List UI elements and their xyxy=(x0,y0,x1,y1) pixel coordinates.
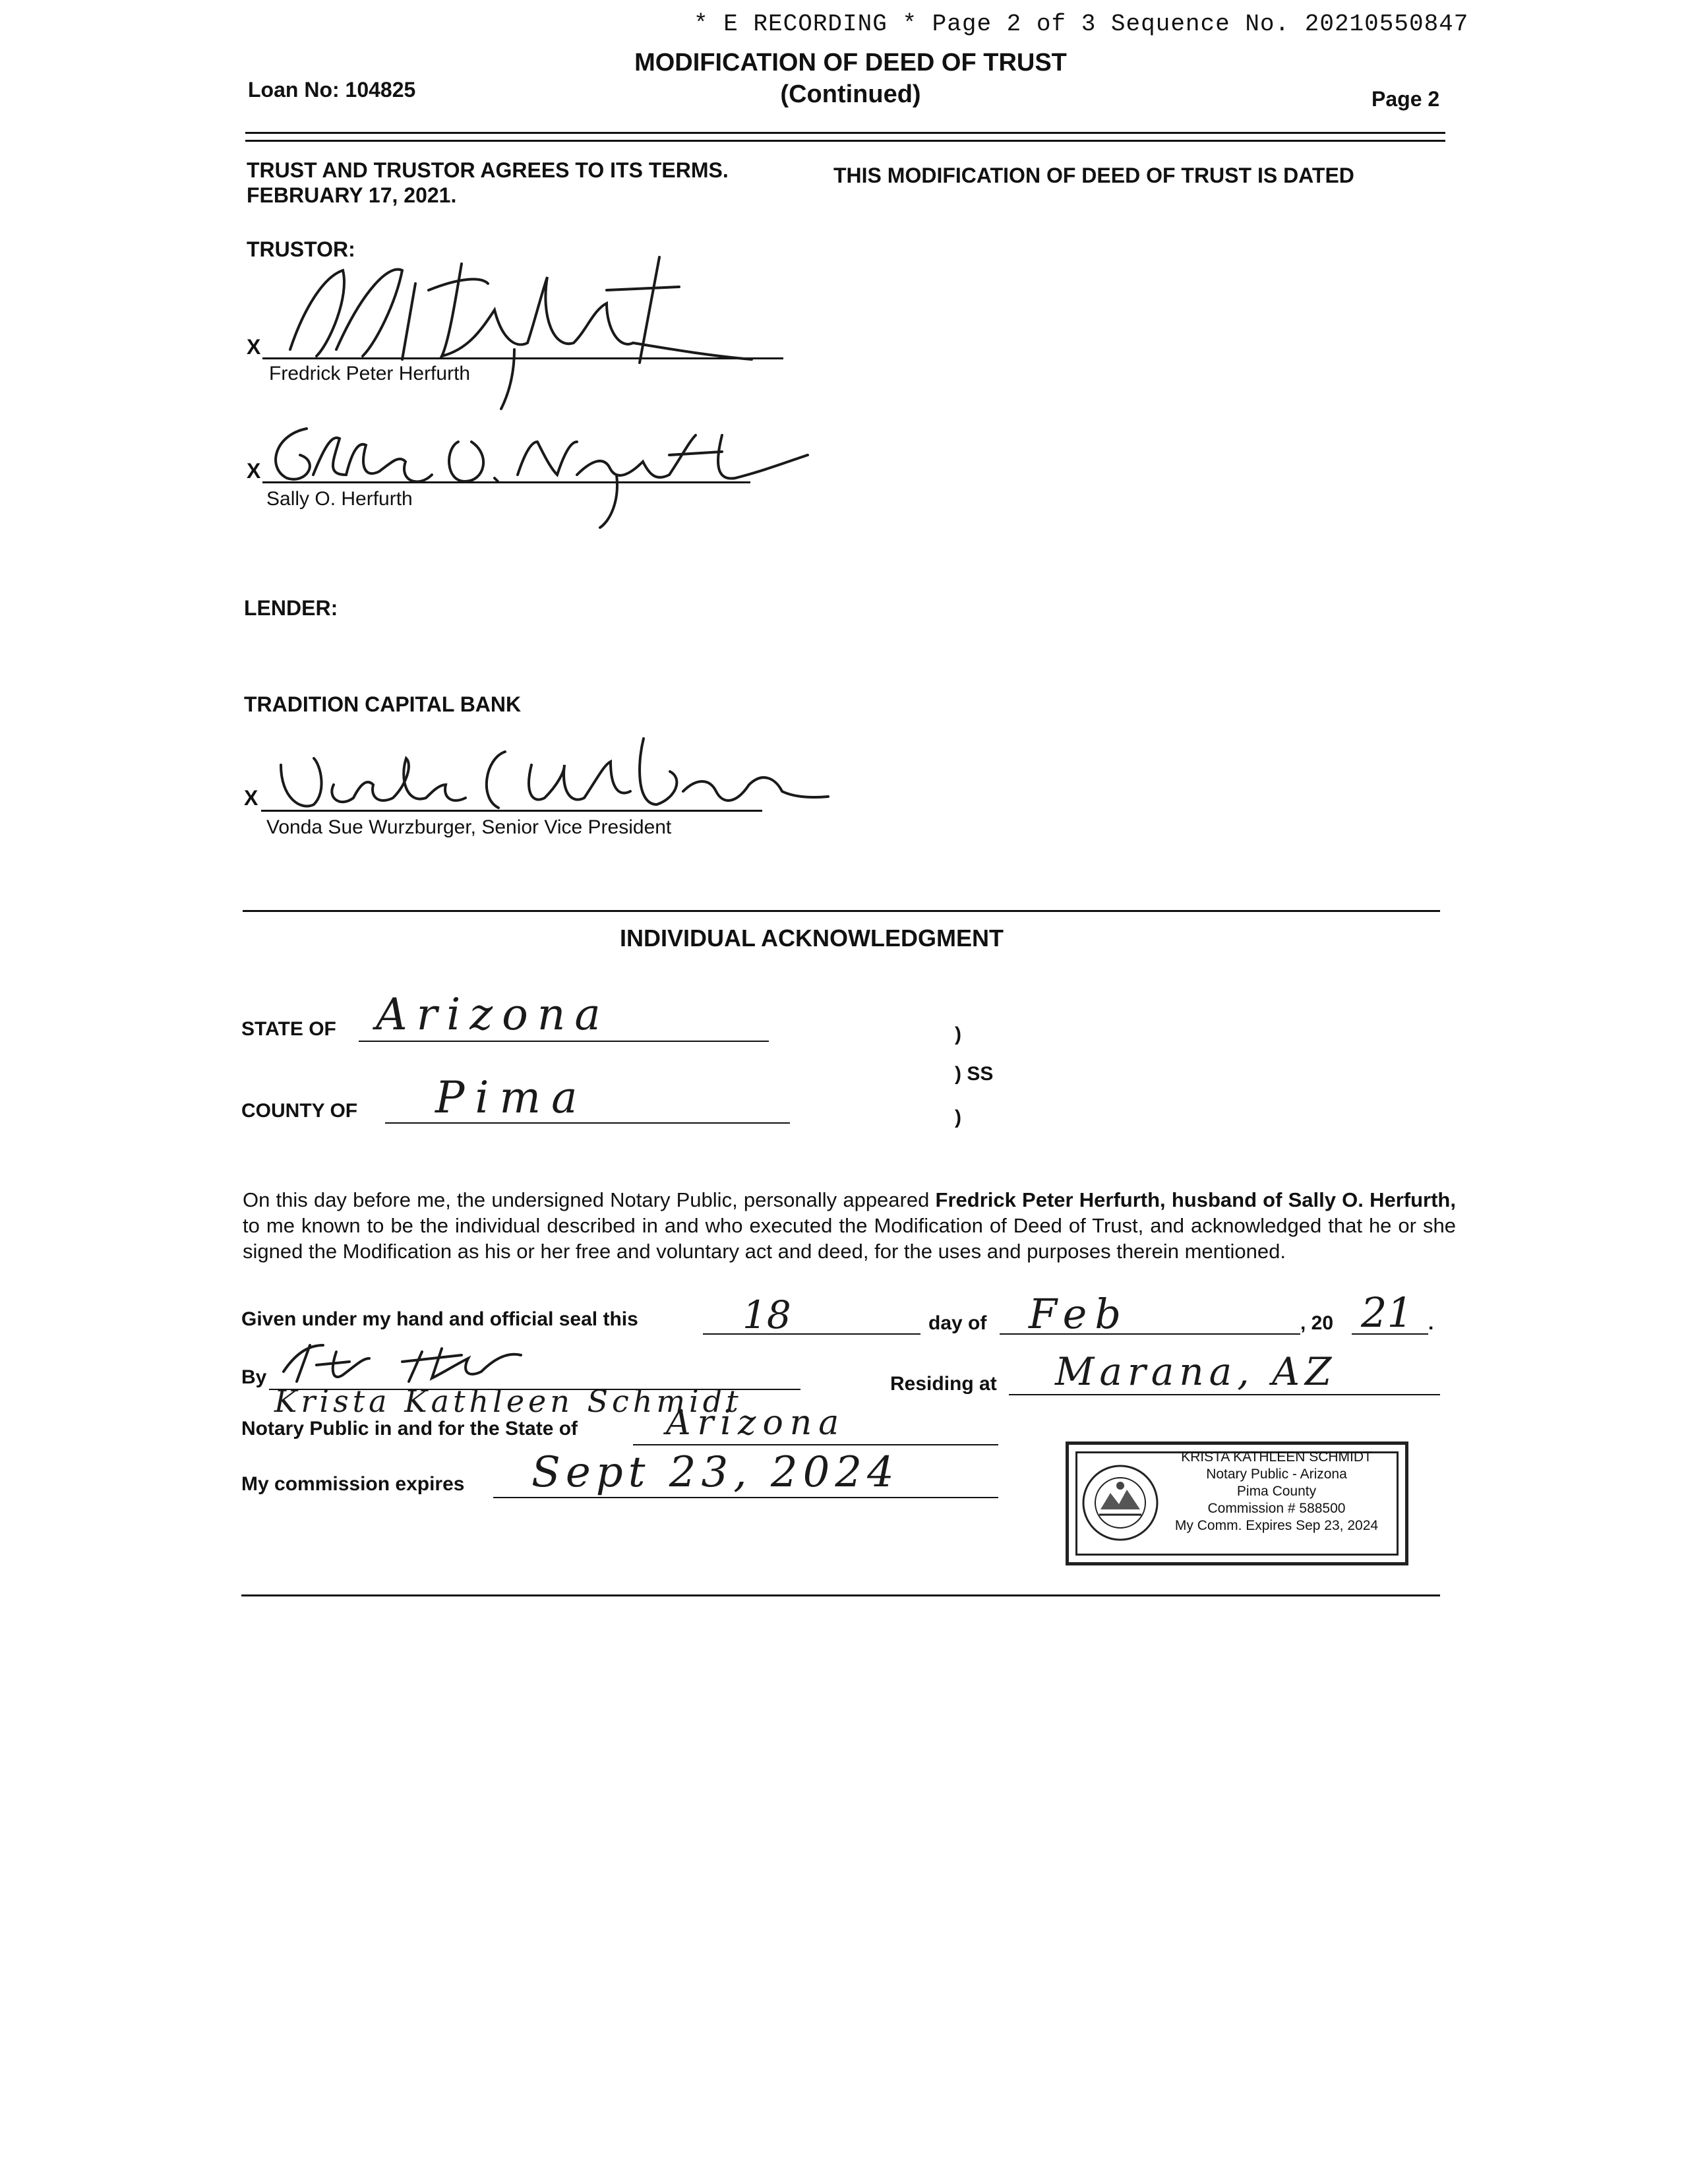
residing-line xyxy=(1009,1394,1440,1395)
intro-line2: FEBRUARY 17, 2021. xyxy=(247,183,457,207)
lender-x-mark: X xyxy=(244,786,258,810)
seal-line-2: Notary Public - Arizona xyxy=(1206,1467,1347,1482)
acknowledgment-body xyxy=(243,1187,1456,1264)
notary-seal xyxy=(1066,1441,1408,1565)
recording-stamp: * E RECORDING * Page 2 of 3 Sequence No. 20210550847 xyxy=(694,11,1469,38)
body-plain-1: On this day before me, the undersigned Notary Public, personally appeared xyxy=(243,1188,936,1211)
lender-label: LENDER: xyxy=(244,596,338,620)
acknowledgment-rule-top xyxy=(243,910,1440,912)
trustor2-x-mark: X xyxy=(247,459,261,483)
trustor1-printed-name: Fredrick Peter Herfurth xyxy=(269,363,471,384)
day-of-label: day of xyxy=(928,1312,987,1334)
day-line xyxy=(703,1333,920,1335)
day-value: 18 xyxy=(742,1292,791,1337)
county-label: COUNTY OF xyxy=(241,1100,358,1122)
page-number: Page 2 xyxy=(1372,87,1440,111)
state-line xyxy=(359,1041,769,1042)
residing-value: Marana, AZ xyxy=(1055,1349,1337,1394)
month-value: Feb xyxy=(1029,1290,1130,1338)
document-subtitle: (Continued) xyxy=(780,80,921,108)
residing-label: Residing at xyxy=(890,1373,997,1395)
trustor1-signature xyxy=(264,251,857,422)
lender-printed-name: Vonda Sue Wurzburger, Senior Vice President xyxy=(266,816,672,838)
seal-line-1: KRISTA KATHLEEN SCHMIDT xyxy=(1181,1449,1372,1465)
year-prefix: , 20 xyxy=(1300,1312,1334,1334)
header-rule-bottom xyxy=(245,140,1445,142)
trustor-label: TRUSTOR: xyxy=(247,237,355,261)
commission-value: Sept 23, 2024 xyxy=(531,1448,899,1497)
body-bold-names: Fredrick Peter Herfurth, husband of Sally O. Herfurth, xyxy=(935,1188,1456,1211)
header-rule-top xyxy=(245,132,1445,134)
given-label: Given under my hand and official seal this xyxy=(241,1308,638,1330)
commission-label: My commission expires xyxy=(241,1473,465,1495)
notary-signature xyxy=(270,1332,574,1391)
year-end: . xyxy=(1428,1312,1434,1334)
notary-name-handwritten: Krista Kathleen Schmidt xyxy=(274,1383,742,1419)
county-value: Pima xyxy=(435,1072,588,1123)
trustor1-x-mark: X xyxy=(247,335,261,359)
seal-line-5: My Comm. Expires Sep 23, 2024 xyxy=(1174,1518,1379,1533)
by-label: By xyxy=(241,1366,267,1388)
notary-state-line xyxy=(633,1444,998,1445)
venue-paren-3: ) xyxy=(955,1107,961,1128)
arizona-state-seal-icon xyxy=(1081,1463,1160,1542)
venue-paren-1: ) xyxy=(955,1023,961,1045)
state-label: STATE OF xyxy=(241,1018,336,1040)
notary-seal-text xyxy=(1161,1449,1392,1534)
acknowledgment-title: INDIVIDUAL ACKNOWLEDGMENT xyxy=(620,925,1004,952)
year-value: 21 xyxy=(1361,1289,1413,1337)
commission-line xyxy=(493,1497,998,1498)
document-title: MODIFICATION OF DEED OF TRUST xyxy=(634,49,1067,76)
seal-line-3: Pima County xyxy=(1236,1484,1317,1499)
seal-line-4: Commission # 588500 xyxy=(1207,1501,1346,1516)
state-value: Arizona xyxy=(376,989,610,1040)
intro-line1-right: THIS MODIFICATION OF DEED OF TRUST IS DATED xyxy=(833,164,1354,187)
notary-public-label: Notary Public in and for the State of xyxy=(241,1418,578,1440)
loan-number: Loan No: 104825 xyxy=(248,78,416,102)
notary-state-value: Arizona xyxy=(666,1403,846,1443)
trustor2-signature xyxy=(260,415,841,528)
intro-line1-left: TRUST AND TRUSTOR AGREES TO ITS TERMS. xyxy=(247,158,729,182)
trustor2-printed-name: Sally O. Herfurth xyxy=(266,488,413,510)
venue-paren-ss: ) SS xyxy=(955,1063,994,1085)
body-plain-2: to me known to be the individual described in and who executed the Modification of Deed of Trust, and acknowledged that he or she signed the Modification as his or her free and voluntary act and deed, for the uses and purposes therein mentioned. xyxy=(243,1214,1456,1263)
lender-bank-name: TRADITION CAPITAL BANK xyxy=(244,692,522,716)
acknowledgment-rule-bottom xyxy=(241,1594,1440,1596)
lender-signature xyxy=(261,699,855,831)
